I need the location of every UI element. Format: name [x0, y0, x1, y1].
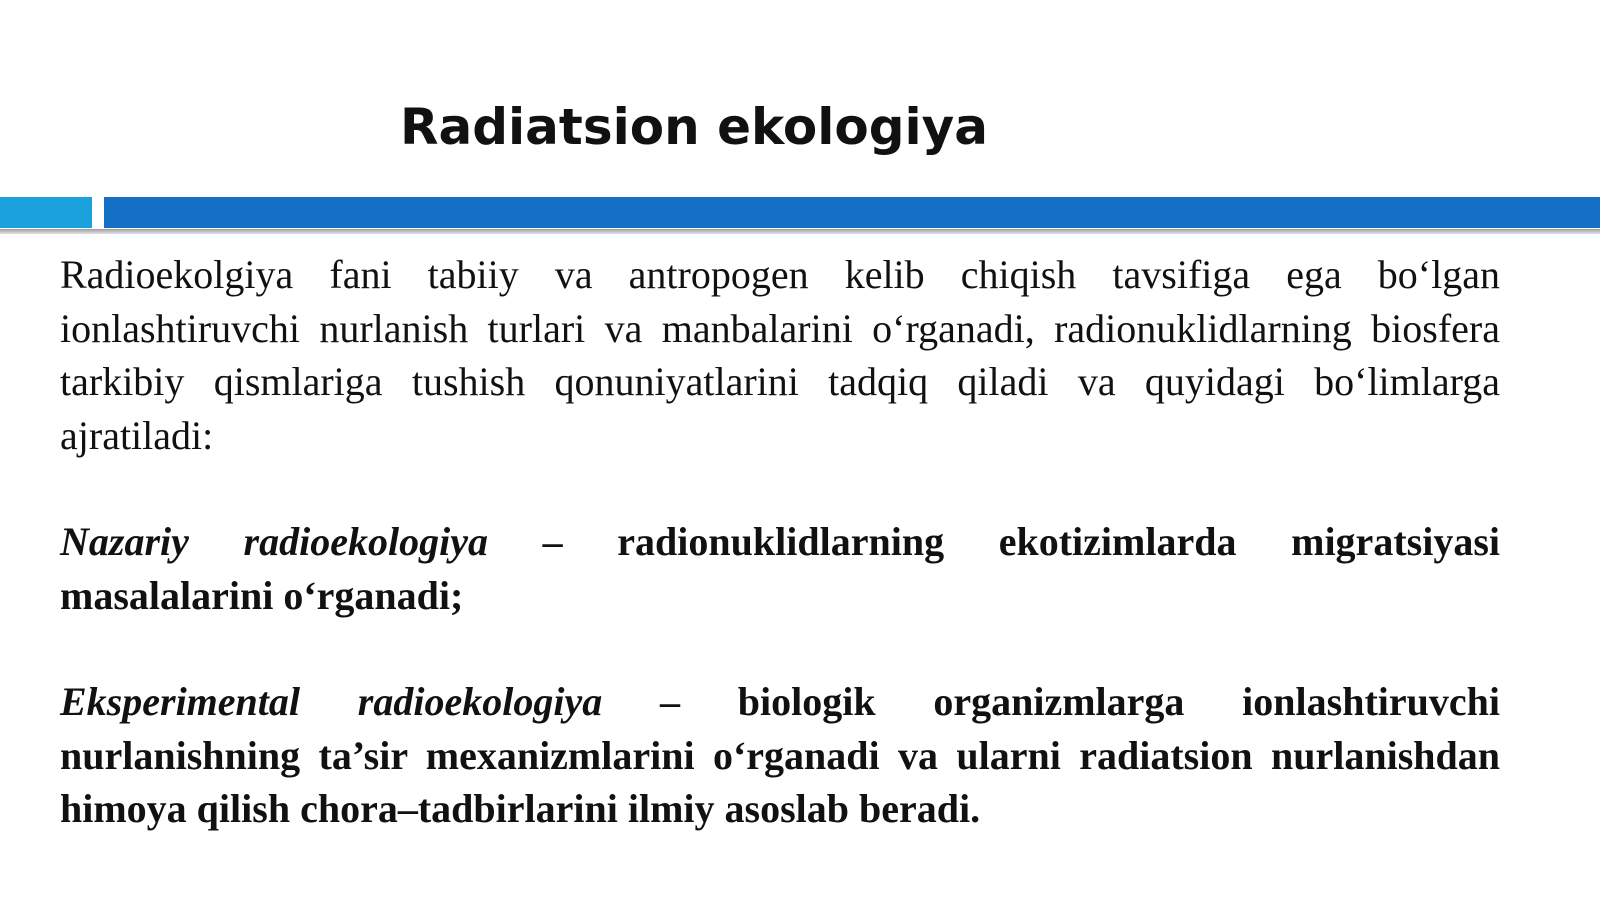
section-term: Eksperimental radioekologiya [60, 679, 603, 724]
slide-body [60, 248, 1500, 836]
spacer [60, 622, 1500, 675]
header-bar [104, 197, 1600, 228]
section-experimental [60, 675, 1500, 836]
section-theoretical [60, 515, 1500, 622]
spacer [60, 462, 1500, 515]
section-definition: – biologik organizmlarga ionlashtiruvchi nurlanishning ta’sir mexanizmlarini o‘rganadi va ularni radiatsion nurlanishdan himoya qilish chora–tadbirlarini ilmiy asoslab beradi. [60, 679, 1500, 831]
slide-title: Radiatsion ekologiya [400, 98, 988, 156]
header-bar-shadow [0, 229, 1600, 234]
section-term: Nazariy radioekologiya [60, 519, 488, 564]
section-definition: – radionuklidlarning ekotizimlarda migratsiyasi masalalarini o‘rganadi; [60, 519, 1500, 618]
header-bar-accent [0, 197, 92, 228]
intro-paragraph: Radioekolgiya fani tabiiy va antropogen kelib chiqish tavsifiga ega bo‘lgan ionlashtiruvchi nurlanish turlari va manbalarini o‘rganadi, radionuklidlarning biosfera tarkibiy qismlariga tushish qonuniyatlarini tadqiq qiladi va quyidagi bo‘limlarga ajratiladi: [60, 252, 1500, 458]
